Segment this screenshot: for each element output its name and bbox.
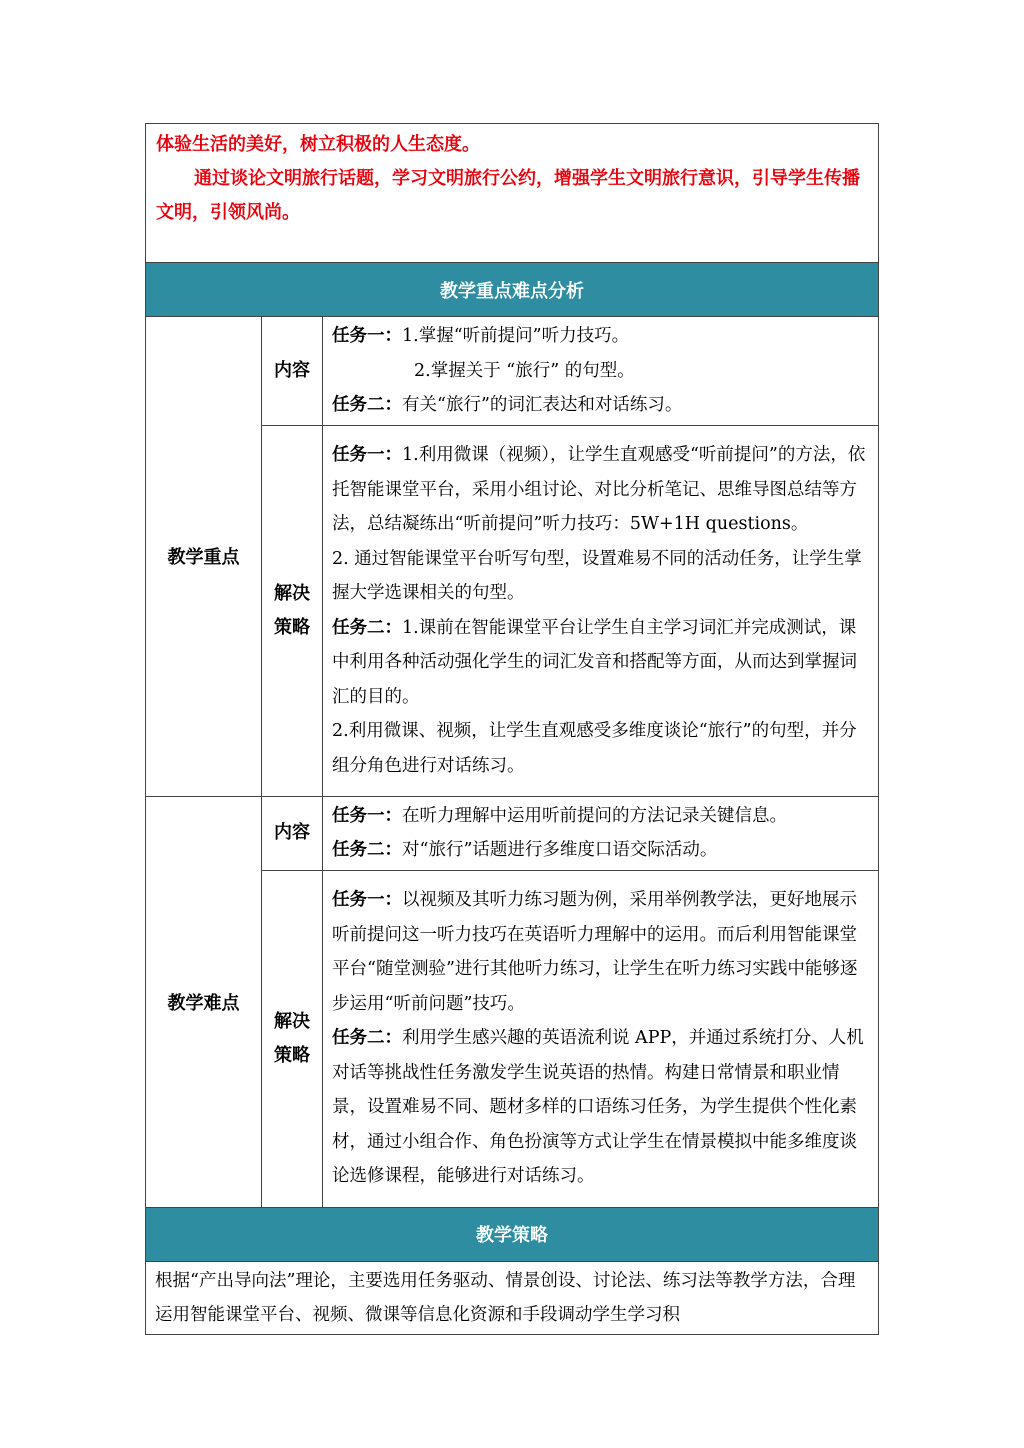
task-label: 任务一： [332,805,402,826]
task-text: 1.掌握“听前提问”听力技巧。 [402,326,630,346]
task-text: 有关“旅行”的词汇表达和对话练习。 [402,395,683,415]
task-label: 任务二： [332,395,402,415]
keypoints-strategy-cell [323,425,879,796]
difficulties-strategy-cell [323,870,879,1207]
strategy-label-part: 解决 [274,1010,310,1032]
task-text: 对“旅行”话题进行多维度口语交际活动。 [402,840,718,860]
strategy-paragraph: 2. 通过智能课堂平台听写句型，设置难易不同的活动任务，让学生掌握大学选课相关的句型。 [332,548,862,603]
difficulties-content-row [146,796,879,870]
section-header-row [146,263,879,317]
task-text: 1.课前在智能课堂平台让学生自主学习词汇并完成测试，课中利用各种活动强化学生的词汇发音和搭配等方面，从而达到掌握词汇的目的。 [332,617,857,707]
difficulties-content-cell [323,796,879,870]
strategy-label-part: 策略 [274,616,310,638]
keypoints-content-label: 内容 [262,317,323,426]
task-text: 1.利用微课（视频），让学生直观感受“听前提问”的方法，依托智能课堂平台，采用小组讨论、对比分析笔记、思维导图总结等方法，总结凝练出“听前提问”听力技巧：5W+1H questions。 [332,445,866,534]
intro-line-2: 通过谈论文明旅行话题，学习文明旅行公约，增强学生文明旅行意识，引导学生传播文明，引领风尚。 [156,168,860,223]
task-label: 任务二： [332,617,402,638]
lesson-plan-page [145,123,878,1335]
task-text: 以视频及其听力练习题为例，采用举例教学法，更好地展示听前提问这一听力技巧在英语听力理解中的运用。而后利用智能课堂平台“随堂测验”进行其他听力练习，让学生在听力练习实践中能够逐步运用“听前问题”技巧。 [332,890,858,1014]
strategy-label-part: 策略 [274,1044,310,1066]
keypoints-content-cell [323,317,879,426]
teaching-strategy-text: 根据“产出导向法”理论，主要选用任务驱动、情景创设、讨论法、练习法等教学方法，合理运用智能课堂平台、视频、微课等信息化资源和手段调动学生学习积 [146,1261,879,1334]
lesson-plan-table [145,123,879,1335]
section-title-analysis: 教学重点难点分析 [146,263,879,317]
difficulties-strategy-label [262,870,323,1207]
intro-line-1: 体验生活的美好，树立积极的人生态度。 [156,134,480,155]
task-label: 任务二： [332,840,402,860]
task-label: 任务一： [332,445,402,465]
keypoints-label: 教学重点 [146,317,262,797]
strategy-paragraph: 2.利用微课、视频，让学生直观感受多维度谈论“旅行”的句型，并分组分角色进行对话练习。 [332,721,857,776]
task-text: 利用学生感兴趣的英语流利说 APP，并通过系统打分、人机对话等挑战性任务激发学生说英语的热情。构建日常情景和职业情景，设置难易不同、题材多样的口语练习任务，为学生提供个性化素材，通过小组合作、角色扮演等方式让学生在情景模拟中能多维度谈论选修课程，能够进行对话练习。 [332,1028,864,1187]
task-label: 任务二： [332,1028,402,1049]
strategy-text-row [146,1261,879,1334]
task-label: 任务一： [332,326,402,346]
section-title-strategy: 教学策略 [146,1207,879,1261]
task-label: 任务一： [332,890,402,911]
strategy-label-part: 解决 [274,582,310,604]
task-text: 在听力理解中运用听前提问的方法记录关键信息。 [402,805,787,826]
difficulties-label: 教学难点 [146,796,262,1207]
intro-cell [146,124,879,263]
section-header-row [146,1207,879,1261]
keypoints-strategy-label [262,425,323,796]
difficulties-content-label: 内容 [262,796,323,870]
intro-row [146,124,879,263]
keypoints-content-row [146,317,879,426]
task-text: 2.掌握关于 “旅行” 的句型。 [414,360,635,381]
